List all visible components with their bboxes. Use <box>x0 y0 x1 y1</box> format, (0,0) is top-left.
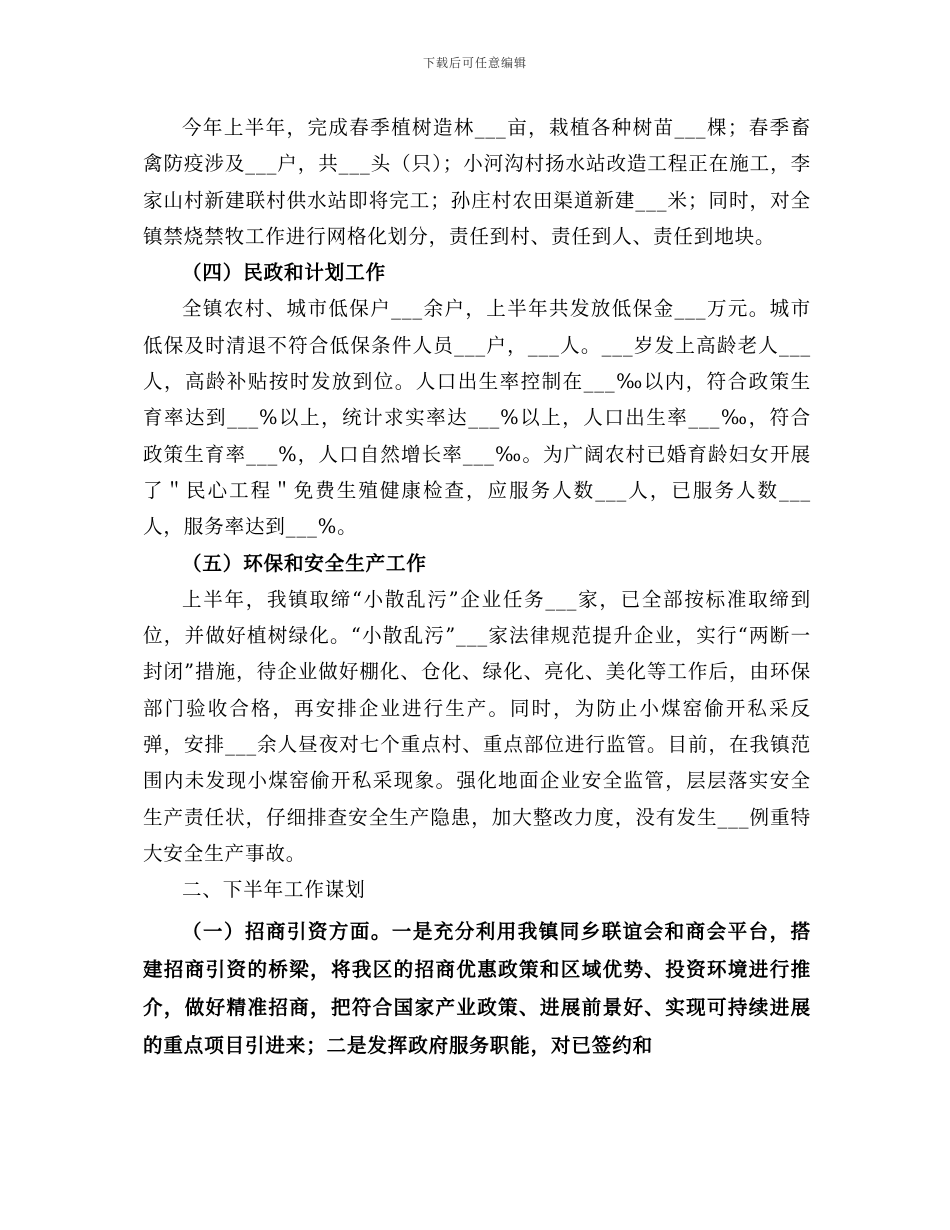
paragraph-environment-safety: 上半年，我镇取缔“小散乱污”企业任务___家，已全部按标准取缔到位，并做好植树绿化。“小散乱污”___家法律规范提升企业，实行“两断一封闭”措施，待企业做好棚化、仓化、绿化、亮化、美化等工作后，由环保部门验收合格，再安排企业进行生产。同时，为防止小煤窑偷开私采反弹，安排___余人昼夜对七个重点村、重点部位进行监管。目前，在我镇范围内未发现小煤窑偷开私采现象。强化地面企业安全监管，层层落实安全生产责任状，仔细排查安全生产隐患，加大整改力度，没有发生___例重特大安全生产事故。 <box>143 587 811 865</box>
section-heading-environment-safety: （五）环保和安全生产工作 <box>182 551 427 575</box>
page-header-note: 下载后可任意编辑 <box>422 56 527 70</box>
paragraph-spring-work: 今年上半年，完成春季植树造林___亩，栽植各种树苗___棵；春季畜禽防疫涉及___户，共___头（只）；小河沟村扬水站改造工程正在施工，李家山村新建联村供水站即将完工；孙庄村农田渠道新建___米；同时，对全镇禁烧禁牧工作进行网格化划分，责任到村、责任到人、责任到地块。 <box>143 116 811 248</box>
document-body <box>143 110 811 1065</box>
section-heading-civil-affairs: （四）民政和计划工作 <box>182 261 387 285</box>
paragraph-civil-affairs: 全镇农村、城市低保户___余户，上半年共发放低保金___万元。城市低保及时清退不符合低保条件人员___户，___人。___岁发上高龄老人___人，高龄补贴按时发放到位。人口出生率控制在___‰以内，符合政策生育率达到___%以上，统计求实率达___%以上，人口出生率___‰，符合政策生育率___%，人口自然增长率___‰。为广阔农村已婚育龄妇女开展了＂民心工程＂免费生殖健康检查，应服务人数___人，已服务人数___人，服务率达到___%。 <box>143 297 811 539</box>
paragraph-investment-attraction: （一）招商引资方面。一是充分利用我镇同乡联谊会和商会平台，搭建招商引资的桥梁，将我区的招商优惠政策和区域优势、投资环境进行推介，做好精准招商，把符合国家产业政策、进展前景好、实现可持续进展的重点项目引进来；二是发挥政府服务职能，对已签约和 <box>143 919 811 1057</box>
section-heading-second-half-plan: 二、下半年工作谋划 <box>182 878 366 902</box>
